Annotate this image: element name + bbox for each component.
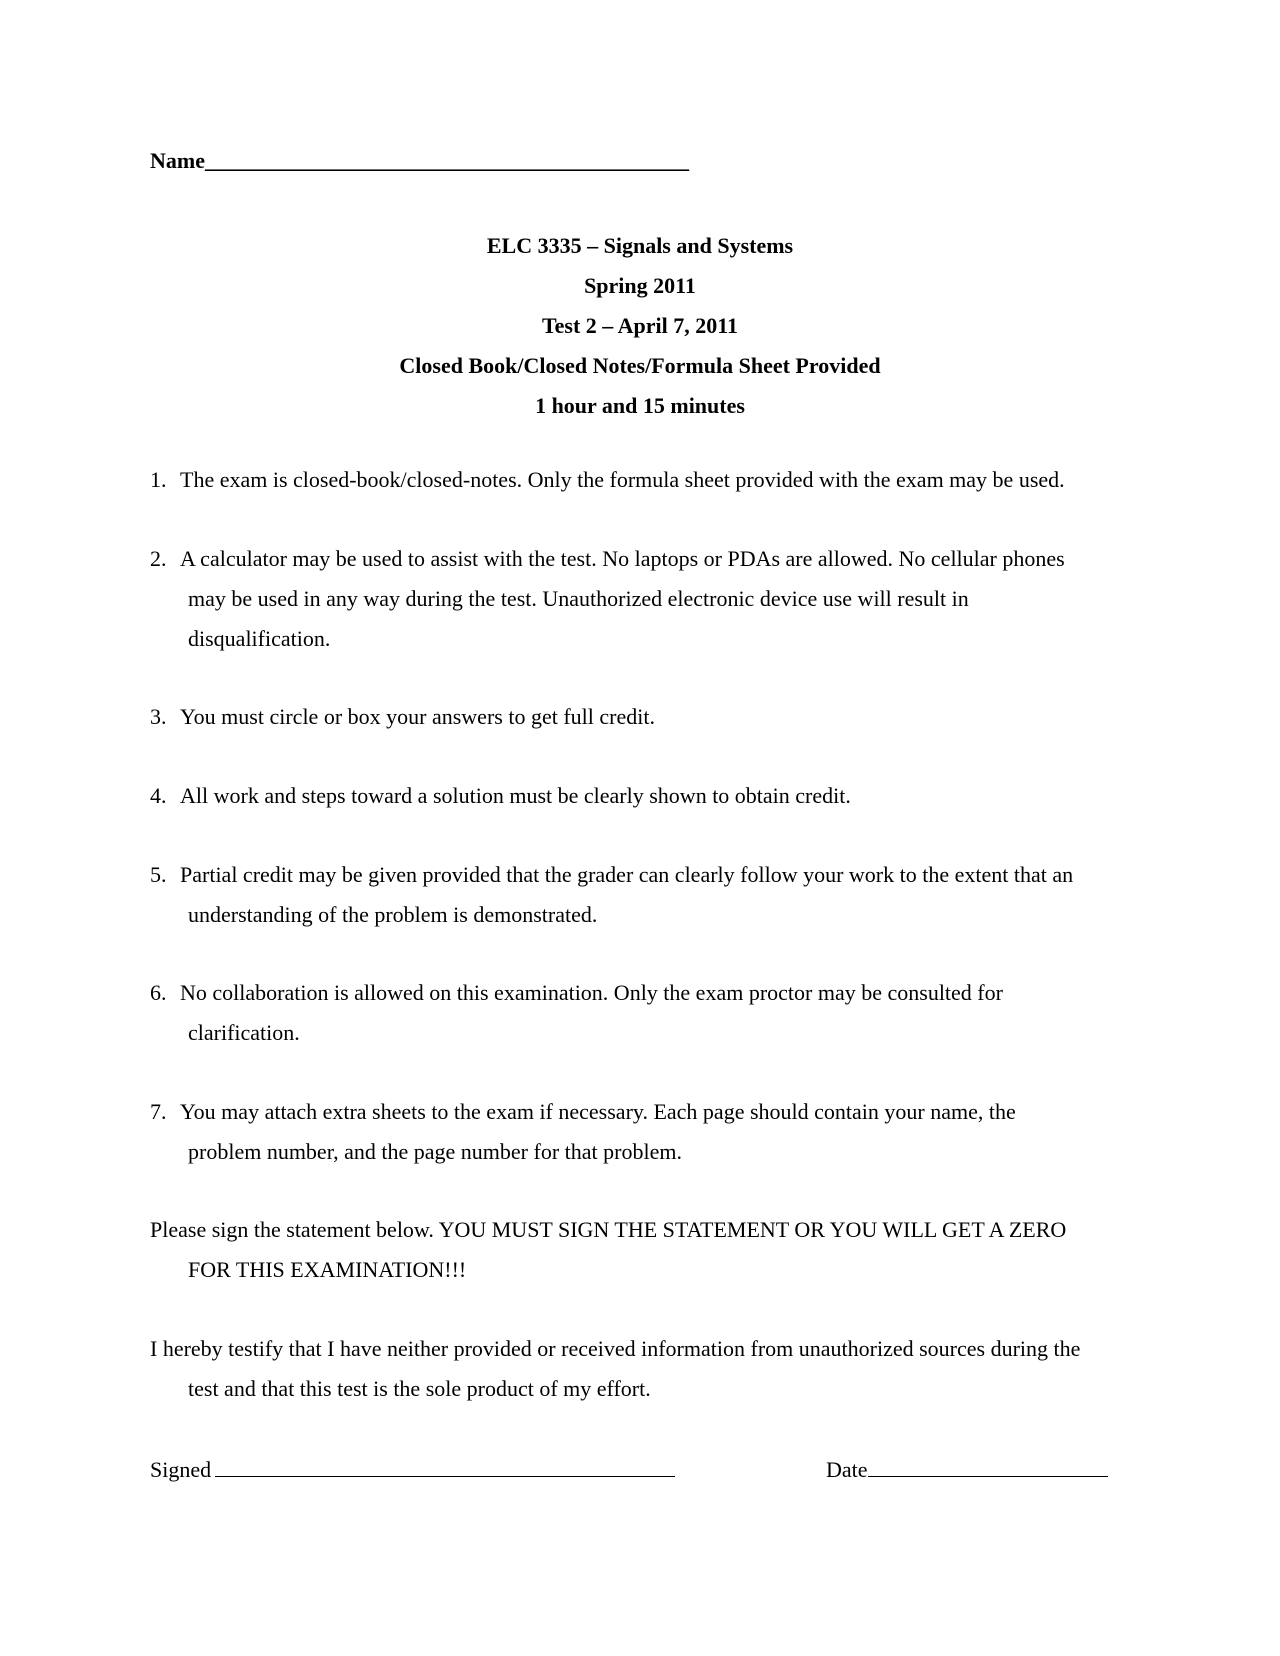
instruction-1 [150,460,1150,500]
name-field [150,148,689,174]
testimony-text-cont: test and that this test is the sole product of my effort. [188,1376,651,1401]
sign-notice-text-cont: FOR THIS EXAMINATION!!! [188,1257,467,1282]
instruction-2 [150,539,1150,659]
instruction-text-cont: may be used in any way during the test. Unauthorized electronic device use will result in [188,586,969,611]
date-label: Date [826,1457,868,1482]
signed-label: Signed [150,1457,212,1482]
exam-header [0,226,1280,426]
instruction-number: 5. [150,862,167,887]
instruction-text: You may attach extra sheets to the exam if necessary. Each page should contain your name, the [180,1099,1016,1124]
instruction-4 [150,776,1150,816]
name-label: Name [150,148,205,173]
date-blank[interactable] [868,1454,1108,1477]
instruction-text: All work and steps toward a solution must be clearly shown to obtain credit. [180,783,851,808]
instruction-text: Partial credit may be given provided that the grader can clearly follow your work to the extent that an [180,862,1074,887]
instruction-6 [150,973,1150,1053]
instruction-number: 6. [150,980,167,1005]
sign-notice [150,1210,1150,1290]
instruction-text: A calculator may be used to assist with the test. No laptops or PDAs are allowed. No cellular phones [180,546,1065,571]
instruction-5 [150,855,1150,935]
instruction-text-cont: clarification. [188,1020,300,1045]
test-date: Test 2 – April 7, 2011 [542,313,738,338]
testimony-statement [150,1329,1150,1409]
instruction-number: 7. [150,1099,167,1124]
instruction-text-cont: problem number, and the page number for that problem. [188,1139,682,1164]
instruction-text: You must circle or box your answers to get full credit. [180,704,655,729]
instruction-number: 2. [150,546,167,571]
exam-rules: Closed Book/Closed Notes/Formula Sheet Provided [399,353,881,378]
exam-duration: 1 hour and 15 minutes [535,393,745,418]
instruction-number: 4. [150,783,167,808]
name-blank[interactable]: ____________________________________________ [204,148,689,173]
instruction-text: No collaboration is allowed on this examination. Only the exam proctor may be consulted for [180,980,1003,1005]
signature-blank[interactable] [215,1454,675,1477]
date-field [826,1454,1108,1483]
instruction-7 [150,1092,1150,1172]
term: Spring 2011 [584,273,696,298]
instruction-text: The exam is closed-book/closed-notes. Only the formula sheet provided with the exam may be used. [180,467,1065,492]
instruction-text-cont: understanding of the problem is demonstrated. [188,902,598,927]
testimony-text: I hereby testify that I have neither provided or received information from unauthorized sources during the [150,1336,1081,1361]
instruction-number: 1. [150,467,167,492]
instruction-number: 3. [150,704,167,729]
instruction-text-cont: disqualification. [188,626,331,651]
sign-notice-text: Please sign the statement below. YOU MUST SIGN THE STATEMENT OR YOU WILL GET A ZERO [150,1217,1067,1242]
course-title: ELC 3335 – Signals and Systems [486,233,794,258]
signature-field [150,1454,675,1483]
instruction-3 [150,697,1150,737]
